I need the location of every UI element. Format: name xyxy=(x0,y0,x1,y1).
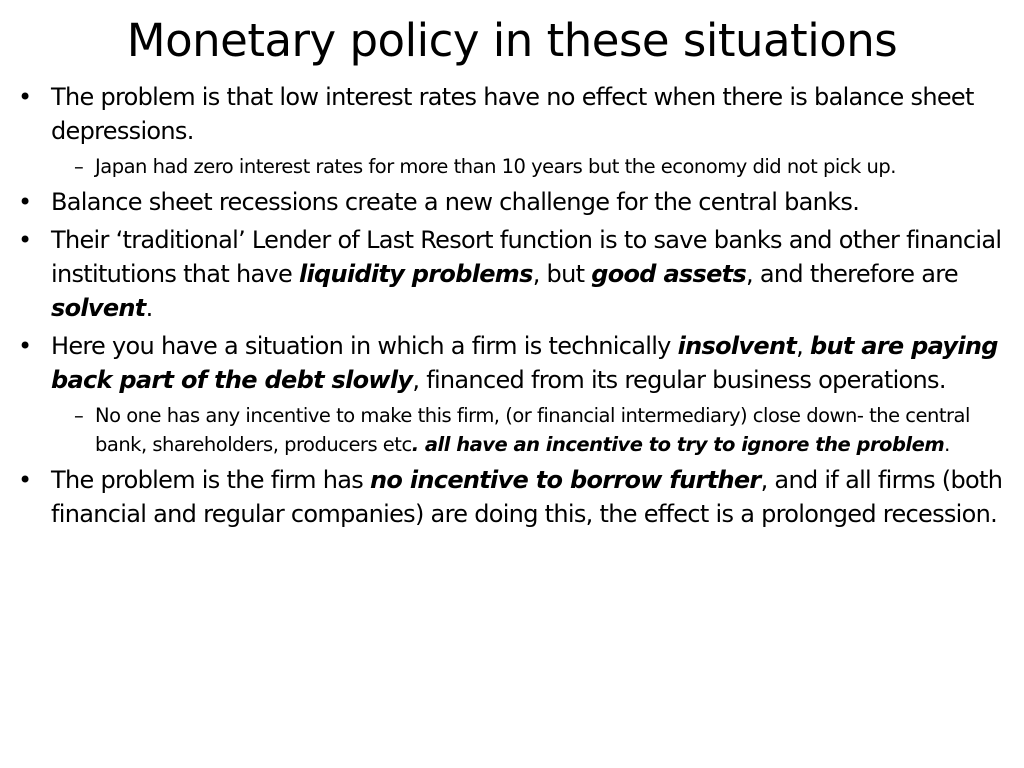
text-segment: No one has any incentive to make this firm, (or financial intermediary) close down- the central bank, shareholders, producers etc xyxy=(95,404,970,456)
bullet-marker: • xyxy=(18,466,32,494)
emphasis-text: insolvent xyxy=(677,332,797,360)
dash-marker: – xyxy=(74,404,84,427)
bullet-marker: • xyxy=(18,226,32,254)
bullet-item xyxy=(18,463,1013,531)
bullet-item xyxy=(18,80,1013,148)
text-segment: The problem is the firm has xyxy=(51,466,371,494)
emphasis-text: no incentive to borrow further xyxy=(370,466,761,494)
bullet-marker: • xyxy=(18,332,32,360)
emphasis-text: . all have an incentive to try to ignore the problem xyxy=(411,433,945,456)
text-segment: , financed from its regular business operations. xyxy=(412,366,946,394)
bullet-list xyxy=(18,80,1013,535)
text-segment: . xyxy=(145,294,153,322)
bullet-item xyxy=(18,329,1013,397)
text-segment: , xyxy=(796,332,810,360)
emphasis-text: liquidity problems xyxy=(298,260,533,288)
slide-title: Monetary policy in these situations xyxy=(126,14,898,67)
dash-marker: – xyxy=(74,155,84,178)
text-segment: . xyxy=(944,433,950,456)
text-segment: , but xyxy=(532,260,592,288)
sub-bullet-item xyxy=(18,401,1013,459)
bullet-text xyxy=(51,226,1001,322)
bullet-marker: • xyxy=(18,83,32,111)
text-segment: Here you have a situation in which a firm is technically xyxy=(51,332,678,360)
emphasis-text: but are paying back part of the debt slowly xyxy=(51,332,998,394)
text-segment: Their ‘traditional’ Lender of Last Resort function is to save banks and other financial institutions that have xyxy=(51,226,1002,288)
bullet-marker: • xyxy=(18,188,32,216)
sub-bullet-item xyxy=(18,152,1013,181)
bullet-item xyxy=(18,185,1013,219)
sub-bullet-text: Japan had zero interest rates for more than 10 years but the economy did not pick up. xyxy=(95,155,896,178)
bullet-text: The problem is that low interest rates have no effect when there is balance sheet depressions. xyxy=(51,83,974,145)
bullet-item xyxy=(18,223,1013,325)
text-segment: , and if all firms (both financial and regular companies) are doing this, the effect is a prolonged recession. xyxy=(51,466,1003,528)
emphasis-text: good assets xyxy=(591,260,747,288)
sub-bullet-text xyxy=(95,404,970,456)
bullet-text xyxy=(51,466,1002,528)
bullet-text xyxy=(51,332,998,394)
emphasis-text: solvent xyxy=(51,294,146,322)
text-segment: , and therefore are xyxy=(746,260,958,288)
bullet-text: Balance sheet recessions create a new challenge for the central banks. xyxy=(51,188,860,216)
